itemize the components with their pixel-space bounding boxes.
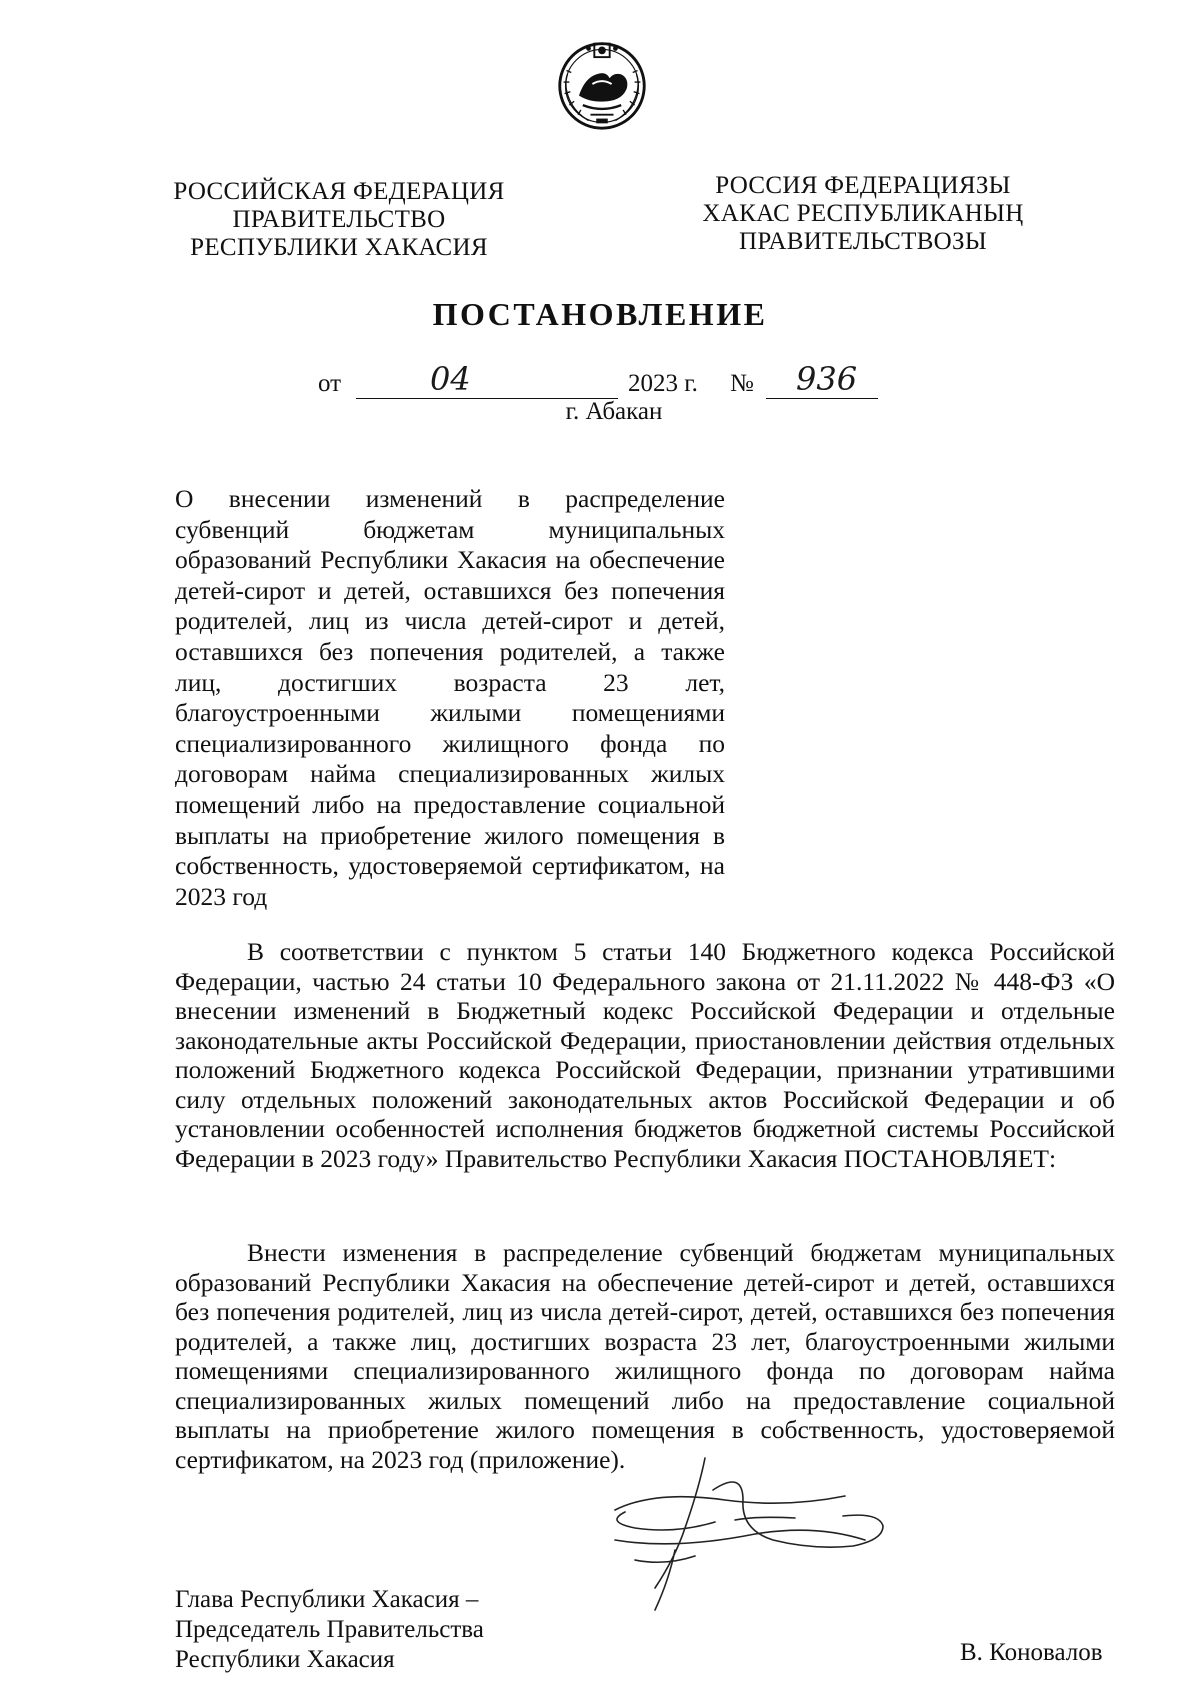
- body-paragraph-1: В соответствии с пунктом 5 статьи 140 Бюджетного кодекса Российской Федерации, частью 24 статьи 10 Федерального закона от 21.11.2022 № 448-ФЗ «О внесении изменений в Бюджетный кодекс Российской Федерации и отдельные законодательные акты Российской Федерации, приостановлении действия отдельных положений Бюджетного кодекса Российской Федерации, признании утратившими силу отдельных положений законодательных актов Российской Федерации и об установлении особенностей исполнения бюджетов бюджетной системы Российской Федерации в 2023 году» Правительство Республики Хакасия ПОСТАНОВЛЯЕТ:: [175, 937, 1115, 1173]
- city-label: г. Абакан: [565, 398, 663, 425]
- number-label: №: [730, 370, 754, 397]
- number-handwritten: 936: [796, 360, 858, 398]
- signatory-name: В. Коновалов: [960, 1639, 1103, 1666]
- header-left-line-3: РЕСПУБЛИКИ ХАКАСИЯ: [190, 234, 488, 261]
- header-russian: [170, 178, 508, 262]
- date-from-label: от: [318, 370, 342, 397]
- header-right-line-2: ХАКАС РЕСПУБЛИКАНЫҢ: [702, 200, 1024, 227]
- header-left-line-2: ПРАВИТЕЛЬСТВО: [232, 206, 446, 233]
- header-khakas: [698, 172, 1028, 256]
- document-title: ПОСТАНОВЛЕНИЕ: [432, 296, 768, 332]
- signatory-position-line-2: Председатель Правительства: [175, 1616, 484, 1643]
- signatory-position-line-1: Глава Республики Хакасия –: [175, 1586, 479, 1613]
- header-right-line-3: ПРАВИТЕЛЬСТВОЗЫ: [739, 228, 987, 255]
- document-subject: О внесении изменений в распределение субвенций бюджетам муниципальных образований Республики Хакасия на обеспечение детей-сирот и детей, оставшихся без попечения родителей, лиц из числа детей-сирот и детей, оставшихся без попечения родителей, а также лиц, достигших возраста 23 лет, благоустроенными жилыми помещениями специализированного жилищного фонда по договорам найма специализированных жилых помещений либо на предоставление социальной выплаты на приобретение жилого помещения в собственность, удостоверяемой сертификатом, на 2023 год: [175, 484, 725, 911]
- body-paragraph-2: Внести изменения в распределение субвенций бюджетам муниципальных образований Республики Хакасия на обеспечение детей-сирот и детей, оставшихся без попечения родителей, лиц из числа детей-сирот, детей, оставшихся без попечения родителей, а также лиц, достигших возраста 23 лет, благоустроенными жилыми помещениями специализированного жилищного фонда по договорам найма специализированных жилых помещений либо на предоставление социальной выплаты на приобретение жилого помещения в собственность, удостоверяемой сертификатом, на 2023 год (приложение).: [175, 1238, 1115, 1474]
- date-handwritten: 04: [430, 360, 471, 398]
- header-left-line-1: РОССИЙСКАЯ ФЕДЕРАЦИЯ: [173, 178, 505, 205]
- handwritten-signature: [595, 1450, 955, 1640]
- signatory-position: [175, 1585, 555, 1675]
- signatory-position-line-3: Республики Хакасия: [175, 1646, 395, 1673]
- year-label: 2023 г.: [628, 370, 698, 397]
- header-right-line-1: РОССИЯ ФЕДЕРАЦИЯЗЫ: [715, 172, 1011, 199]
- coat-of-arms-emblem: [554, 36, 650, 132]
